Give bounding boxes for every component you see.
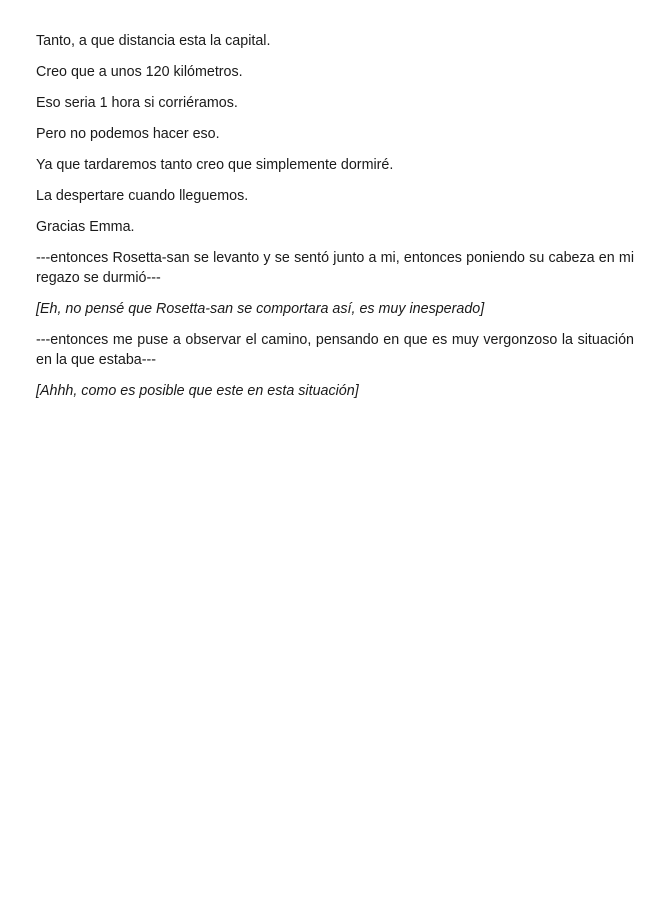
document-body [36, 31, 634, 412]
paragraph-8: ---entonces Rosetta-san se levanto y se sentó junto a mi, entonces poniendo su cabeza en mi regazo se durmió--- [36, 250, 634, 286]
paragraph-4: Pero no podemos hacer eso. [36, 126, 220, 142]
paragraph-10: ---entonces me puse a observar el camino, pensando en que es muy vergonzoso la situación en la que estaba--- [36, 332, 634, 368]
paragraph-3: Eso seria 1 hora si corriéramos. [36, 95, 238, 111]
paragraph-2: Creo que a unos 120 kilómetros. [36, 64, 243, 80]
paragraph-6: La despertare cuando lleguemos. [36, 188, 249, 204]
paragraph-7: Gracias Emma. [36, 219, 135, 235]
paragraph-1: Tanto, a que distancia esta la capital. [36, 33, 271, 49]
paragraph-5: Ya que tardaremos tanto creo que simplemente dormiré. [36, 157, 394, 173]
paragraph-9: [Eh, no pensé que Rosetta-san se comportara así, es muy inesperado] [36, 301, 485, 317]
paragraph-11: [Ahhh, como es posible que este en esta situación] [36, 383, 359, 399]
